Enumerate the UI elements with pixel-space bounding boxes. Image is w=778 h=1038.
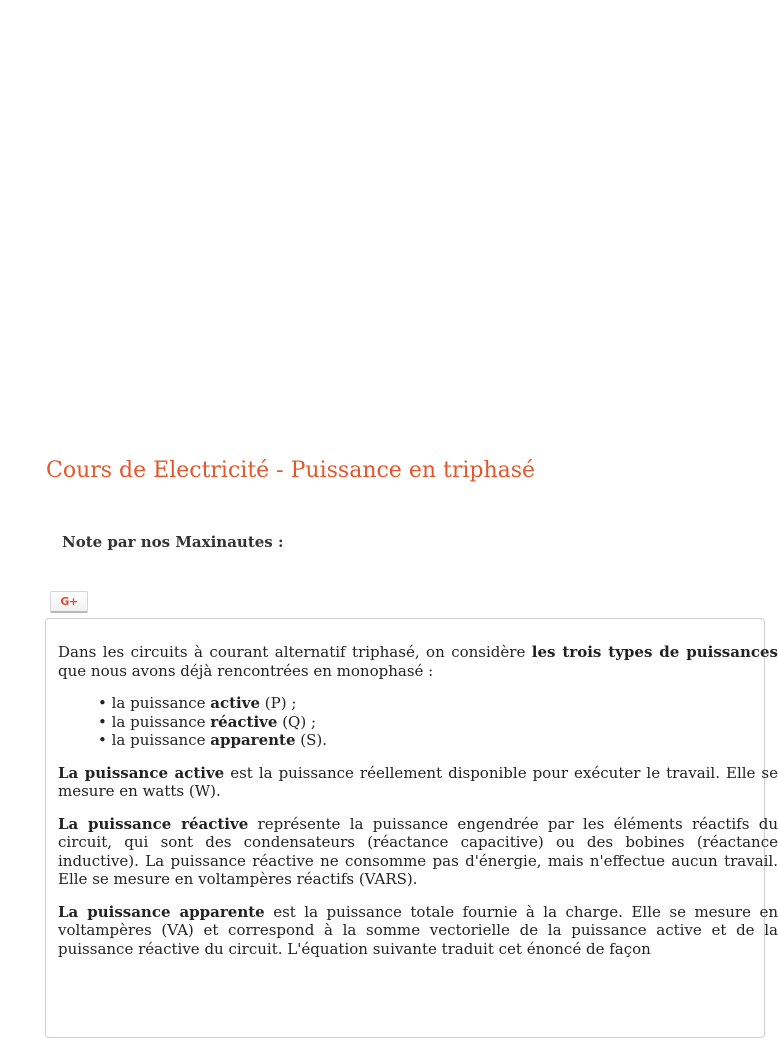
list-item xyxy=(98,694,778,713)
rating-label: Note par nos Maxinautes : xyxy=(62,533,284,551)
intro-paragraph xyxy=(58,643,778,680)
paragraph-term: La puissance réactive xyxy=(58,814,249,833)
list-item xyxy=(98,713,778,732)
list-item xyxy=(98,731,778,750)
page-title: Cours de Electricité - Puissance en triphasé xyxy=(46,458,536,483)
list-item-text: la puissance xyxy=(111,712,211,731)
intro-text-strong: les trois types de puissances xyxy=(531,643,778,661)
paragraph-text: est la puissance totale fournie à la charge. Elle se mesure en voltampères (VA) et correspond à la somme vectorielle de la puissance active et de la puissance réactive du circuit. L'équation suivante traduit cet énoncé de façon xyxy=(58,902,778,958)
active-power-paragraph xyxy=(58,764,778,801)
paragraph-text: représente la puissance engendrée par les éléments réactifs du circuit, qui sont des condensateurs (réactance capacitive) ou des bobines (réactance inductive). La puissance réactive ne consomme pas d'énergie, mais n'effectue aucun travail. Elle se mesure en voltampères réactifs (VARS). xyxy=(58,814,778,888)
list-item-term: apparente xyxy=(210,731,296,749)
list-item-symbol: (P) ; xyxy=(260,694,297,712)
apparent-power-paragraph xyxy=(58,903,778,959)
google-plus-icon: G+ xyxy=(60,595,78,608)
list-item-term: active xyxy=(210,694,260,712)
power-types-list xyxy=(98,694,778,750)
article-body xyxy=(58,643,778,972)
intro-text-post: que nous avons déjà rencontrées en monophasé : xyxy=(58,661,434,680)
paragraph-term: La puissance apparente xyxy=(58,902,265,921)
paragraph-term: La puissance active xyxy=(58,763,225,782)
list-item-symbol: (S). xyxy=(295,731,328,749)
article-content-box xyxy=(45,618,778,1038)
reactive-power-paragraph xyxy=(58,815,778,889)
list-item-text: la puissance xyxy=(111,694,211,712)
list-item-term: réactive xyxy=(210,712,278,731)
list-item-symbol: (Q) ; xyxy=(277,712,317,731)
article-clip xyxy=(46,619,778,989)
paragraph-text: est la puissance réellement disponible pour exécuter le travail. Elle se mesure en watts (W). xyxy=(58,763,778,800)
intro-text-pre: Dans les circuits à courant alternatif triphasé, on considère xyxy=(58,643,532,661)
list-item-text: la puissance xyxy=(111,731,211,749)
google-plus-share-button[interactable] xyxy=(50,591,88,613)
